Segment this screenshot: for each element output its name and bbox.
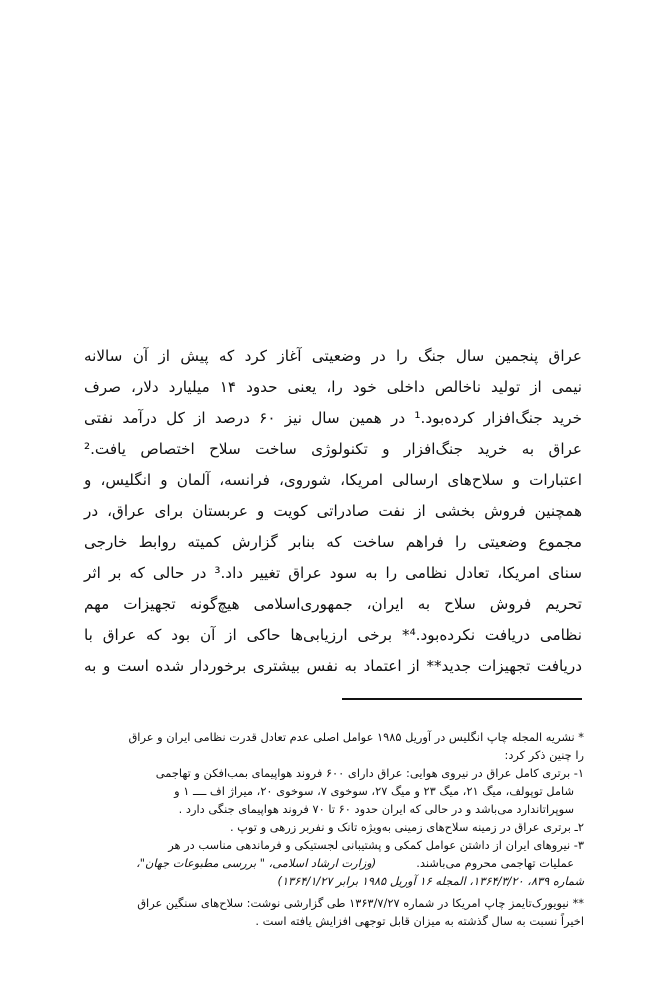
footnote-line xyxy=(80,854,584,872)
footnote-line: اخیراً نسبت به سال گذشته به میزان قابل توجهی افزایش یافته است . xyxy=(255,914,584,928)
footnote-line: ۱- برتری کامل عراق در نیروی هوایی: عراق دارای ۶۰۰ فروند هواپیمای بمب‌افکن و تهاجمی xyxy=(155,766,584,780)
footnote-source: (وزارت ارشاد اسلامی، " بررسی مطبوعات جهان"، xyxy=(136,856,377,870)
text-line: خرید جنگ‌افزار کرده‌بود.¹ در همین سال نیز ۶۰ درصد از کل درآمد نفتی xyxy=(84,409,582,427)
footnote-line: ۲ـ برتری عراق در زمینه سلاح‌های زمینی به‌ویژه تانک و نفربر زرهی و توپ . xyxy=(229,820,584,834)
text-line: عراق به خرید جنگ‌افزار و تکنولوژی ساخت سلاح اختصاص یافت.² xyxy=(84,440,582,458)
text-line: اعتبارات و سلاح‌های ارسالی امریکا، شوروی، فرانسه، آلمان و انگلیس، و xyxy=(84,471,582,489)
text-line: نیمی از تولید ناخالص داخلی خود را، یعنی حدود ۱۴ میلیارد دلار، صرف xyxy=(84,378,583,396)
footnote-line: شامل توپولف، میگ ۲۱، میگ ۲۳ و میگ ۲۷، سوخوی ۷، سوخوی ۲۰، میراژ اف ــــ ۱ و xyxy=(174,784,574,798)
text-line: همچنین فروش بخشی از نفت صادراتی کویت و عربستان برای عراق، در xyxy=(84,502,582,520)
text-line: دریافت تجهیزات جدید** از اعتماد به نفس بیشتری برخوردار شده است و به xyxy=(84,657,582,675)
main-text xyxy=(84,341,582,682)
footnote-line: * نشریه المجله چاپ انگلیس در آوریل ۱۹۸۵ عوامل اصلی عدم تعادل قدرت نظامی ایران و عراق xyxy=(128,730,584,744)
footnote-line: سوپراتاندارد می‌باشد و در حالی که ایران حدود ۶۰ تا ۷۰ فروند هواپیمای جنگی دارد . xyxy=(178,802,574,816)
footnote-divider xyxy=(342,698,582,700)
text-line: مجموع وضعیتی را فراهم ساخت که بنابر گزارش کمیته روابط خارجی xyxy=(84,533,582,551)
footnote-line: ** نیویورک‌تایمز چاپ امریکا در شماره ۱۳۶۳/۷/۲۷ طی گزارشی نوشت: سلاح‌های سنگین عراق xyxy=(137,896,584,910)
footnote-line: را چنین ذکر کرد: xyxy=(504,748,584,762)
footnote-source-line: شماره ۸۳۹، ۱۳۶۴/۳/۲۰، المجله ۱۶ آوریل ۱۹۸۵ برابر ۱۳۶۴/۱/۲۷) xyxy=(277,874,584,888)
text-line: نظامی دریافت نکرده‌بود.⁴* برخی ارزیابی‌ها حاکی از آن بود که عراق با xyxy=(84,626,582,644)
footnote-text: عملیات تهاجمی محروم می‌باشند. xyxy=(416,856,574,870)
text-line: سنای امریکا، تعادل نظامی را به سود عراق تغییر داد.³ در حالی که بر اثر xyxy=(84,564,582,582)
footnote-line: ۳- نیروهای ایران از داشتن عوامل کمکی و پشتیبانی لجستیکی و فرماندهی مناسب در هر xyxy=(168,838,584,852)
text-line: تحریم فروش سلاح به ایران، جمهوری‌اسلامی هیچ‌گونه تجهیزات مهم xyxy=(84,595,582,613)
text-line: عراق پنجمین سال جنگ را در وضعیتی آغاز کرد که پیش از آن سالانه xyxy=(84,347,582,365)
footnotes xyxy=(80,728,584,930)
